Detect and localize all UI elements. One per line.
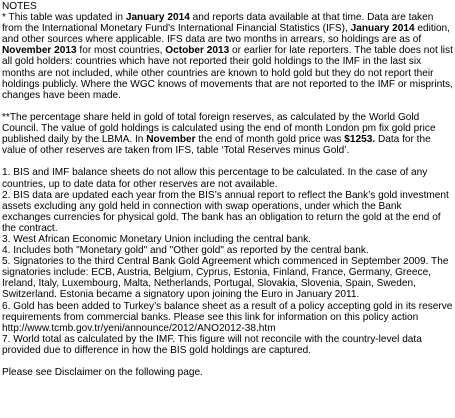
note-star-text-5: or earlier for late reporters. The table does not list all gold holders: countries which have not reported their gold holdings to the IMF in the last six months are not included, while other countries are known to hold gold but they do not report their holdings publicly. Where the WGC knows of movements that are not reported to the IMF or misprints, changes have been made. bbox=[2, 45, 453, 101]
note-star-text-1: * This table was updated in bbox=[2, 12, 126, 24]
note-4: 4. Includes both "Monetary gold" and "Other gold" as reported by the central bank. bbox=[2, 245, 369, 257]
note-6: 6. Gold has been added to Turkey’s balance sheet as a result of a policy accepting gold in its reserve requirements from commercial banks. Please see this link for information on this policy action http://www.tcmb.gov.tr/yeni/announce/2012/ANO2012-38.htm bbox=[2, 300, 453, 334]
note-double-star-month: November bbox=[146, 134, 196, 146]
note-star-text-3: edition, and other sources where applicable. IFS data are two months in arrears, so holdings are as of bbox=[2, 23, 450, 46]
note-double-star-text-3: Data for the value of other reserves are taken from IFS, table ‘Total Reserves minus Gold’. bbox=[2, 134, 431, 157]
note-star-holdings-date: November 2013 bbox=[2, 45, 77, 57]
paragraph-spacer bbox=[2, 156, 453, 167]
note-star-ifs-edition: January 2014 bbox=[350, 23, 415, 35]
note-star-text-4: for most countries, bbox=[76, 45, 166, 57]
note-double-star bbox=[2, 112, 453, 156]
note-star bbox=[2, 12, 453, 101]
note-double-star-text-1: **The percentage share held in gold of total foreign reserves, as calculated by the World Gold Council. The value of gold holdings is calculated using the end of month London pm fix gold price published daily by the LBMA. In bbox=[2, 111, 436, 146]
paragraph-spacer bbox=[2, 356, 453, 367]
note-3: 3. West African Economic Monetary Union including the central bank. bbox=[2, 233, 311, 245]
note-star-text-2: and reports data available at that time. Data are taken from the International Monetary Fund's International Financial Statistics (IFS), bbox=[2, 12, 434, 35]
notes-document bbox=[2, 1, 453, 378]
note-1: 1. BIS and IMF balance sheets do not allow this percentage to be calculated. In the case of any countries, up to date data for other reserves are not available. bbox=[2, 167, 428, 190]
note-5: 5. Signatories to the third Central Bank Gold Agreement which commenced in September 2009. The signatories include: ECB, Austria, Belgium, Cyprus, Estonia, Finland, France, Germany, Greece, Ireland, Italy, Luxembourg, Malta, Netherlands, Portugal, Slovakia, Slovenia, Spain, Sweden, Switzerland. Estonia became a signatory upon joining the Euro in January 2011. bbox=[2, 256, 449, 301]
note-star-date-updated: January 2014 bbox=[125, 12, 190, 24]
note-2: 2. BIS data are updated each year from the BIS’s annual report to reflect the Bank’s gold investment assets excluding any gold held in connection with swap operations, under which the Bank exchanges currencies for physical gold. The bank has an obligation to return the gold at the end of the contract. bbox=[2, 189, 449, 234]
note-7: 7. World total as calculated by the IMF. This figure will not reconcile with the country-level data provided due to difference in how the BIS gold holdings are captured. bbox=[2, 333, 422, 356]
note-double-star-text-2: the end of month gold price was bbox=[195, 134, 345, 146]
paragraph-spacer bbox=[2, 101, 453, 112]
note-double-star-price: $1253. bbox=[344, 134, 376, 146]
disclaimer-note: Please see Disclaimer on the following page. bbox=[2, 367, 203, 379]
notes-heading: NOTES bbox=[2, 1, 37, 12]
note-star-late-date: October 2013 bbox=[165, 45, 230, 57]
